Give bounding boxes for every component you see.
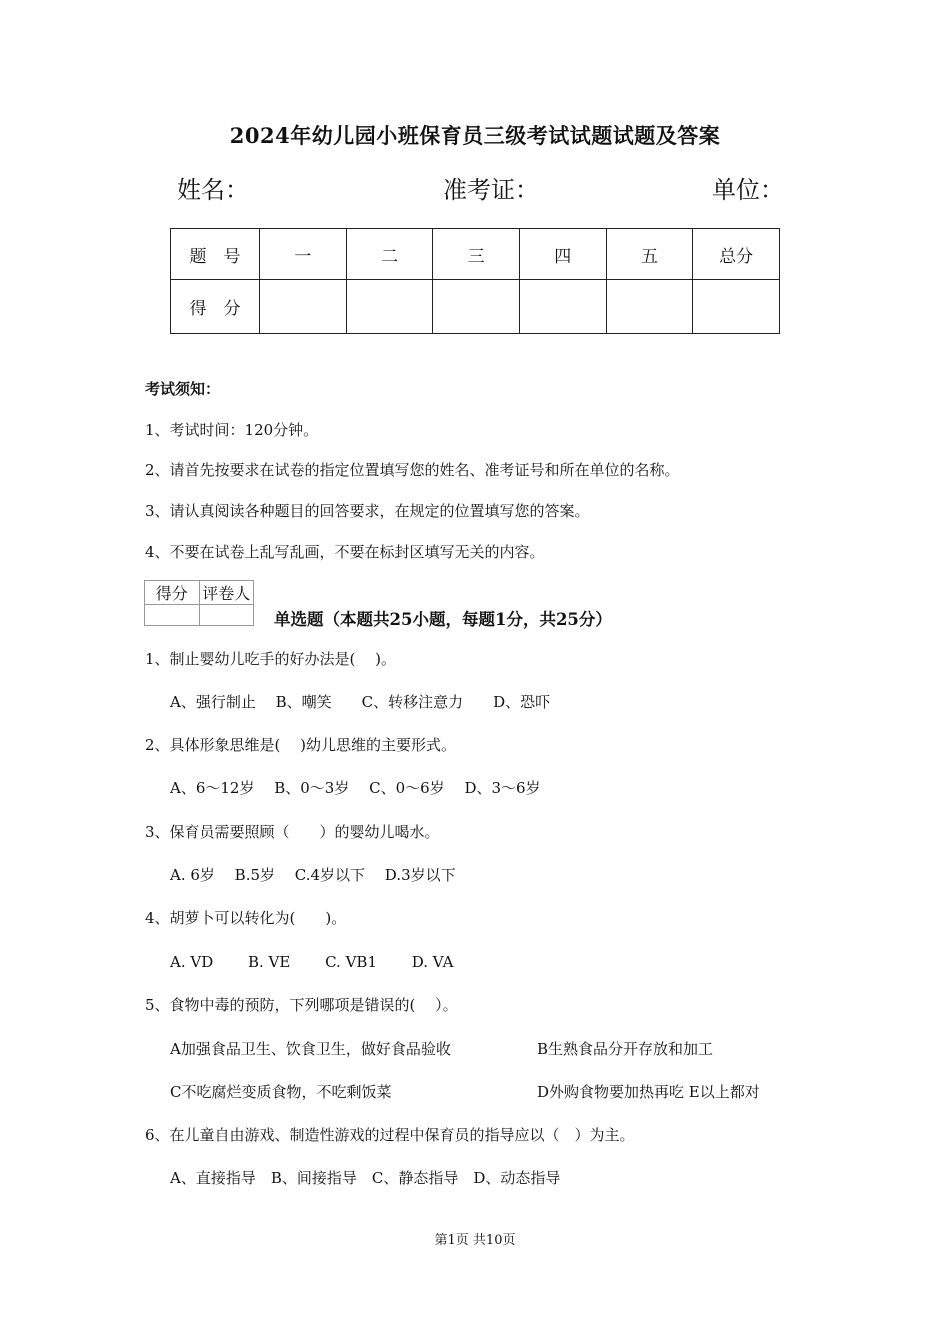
question-stem: 6、在儿童自由游戏、制造性游戏的过程中保育员的指导应以（ ）为主。 [145,1126,635,1144]
score-input-cell[interactable] [346,280,433,334]
grader-score-label: 得分 [145,581,200,605]
score-input-cell[interactable] [519,280,606,334]
grader-score-cell[interactable] [145,605,200,626]
section-title: 单选题（本题共25小题，每题1分，共25分） [274,610,612,629]
score-header-cell: 五 [606,229,693,280]
score-input-cell[interactable] [260,280,347,334]
unit-field-label: 单位： [712,176,784,204]
question-stem: 4、胡萝卜可以转化为( )。 [145,909,347,927]
score-input-cell[interactable] [606,280,693,334]
question-option-b: B生熟食品分开存放和加工 [537,1040,714,1058]
question-option-d: D外购食物要加热再吃 E以上都对 [537,1083,760,1101]
notice-item: 2、请首先按要求在试卷的指定位置填写您的姓名、准考证号和所在单位的名称。 [145,461,680,479]
score-table-header-row [171,229,780,280]
page-title: 2024年幼儿园小班保育员三级考试试题试题及答案 [229,123,721,148]
score-table [170,228,780,334]
score-header-cell: 二 [346,229,433,280]
score-row-label: 得 分 [171,280,260,334]
question-options: A. VD B. VE C. VB1 D. VA [170,953,454,971]
question-option-a: A加强食品卫生、饮食卫生，做好食品验收 [170,1040,451,1058]
notice-item: 4、不要在试卷上乱写乱画，不要在标封区填写无关的内容。 [145,543,545,561]
grader-name-label: 评卷人 [199,581,254,605]
score-header-cell: 四 [519,229,606,280]
name-field-label: 姓名： [177,176,249,204]
score-input-cell[interactable] [433,280,520,334]
score-header-label: 题 号 [171,229,260,280]
question-stem: 1、制止婴幼儿吃手的好办法是( )。 [145,650,397,668]
question-stem: 3、保育员需要照顾（ ）的婴幼儿喝水。 [145,823,440,841]
question-options: A. 6岁 B.5岁 C.4岁以下 D.3岁以下 [170,866,456,884]
grader-box [144,580,254,626]
page-footer: 第1页 共10页 [434,1233,516,1248]
score-header-cell: 一 [260,229,347,280]
notice-item: 1、考试时间：120分钟。 [145,421,319,439]
notice-item: 3、请认真阅读各种题目的回答要求，在规定的位置填写您的答案。 [145,502,590,520]
question-stem: 2、具体形象思维是( )幼儿思维的主要形式。 [145,736,457,754]
score-header-total: 总分 [693,229,780,280]
question-options: A、强行制止 B、嘲笑 C、转移注意力 D、恐吓 [170,693,551,711]
exam-id-field-label: 准考证： [443,176,539,204]
score-header-cell: 三 [433,229,520,280]
question-stem: 5、食物中毒的预防，下列哪项是错误的( ）。 [145,996,458,1014]
score-table-score-row [171,280,780,334]
question-options: A、6～12岁 B、0～3岁 C、0～6岁 D、3～6岁 [170,779,541,797]
score-input-cell[interactable] [693,280,780,334]
question-options: A、直接指导 B、间接指导 C、静态指导 D、动态指导 [170,1169,561,1187]
notice-heading: 考试须知： [145,380,221,398]
question-option-c: C不吃腐烂变质食物，不吃剩饭菜 [170,1083,392,1101]
grader-name-cell[interactable] [199,605,254,626]
